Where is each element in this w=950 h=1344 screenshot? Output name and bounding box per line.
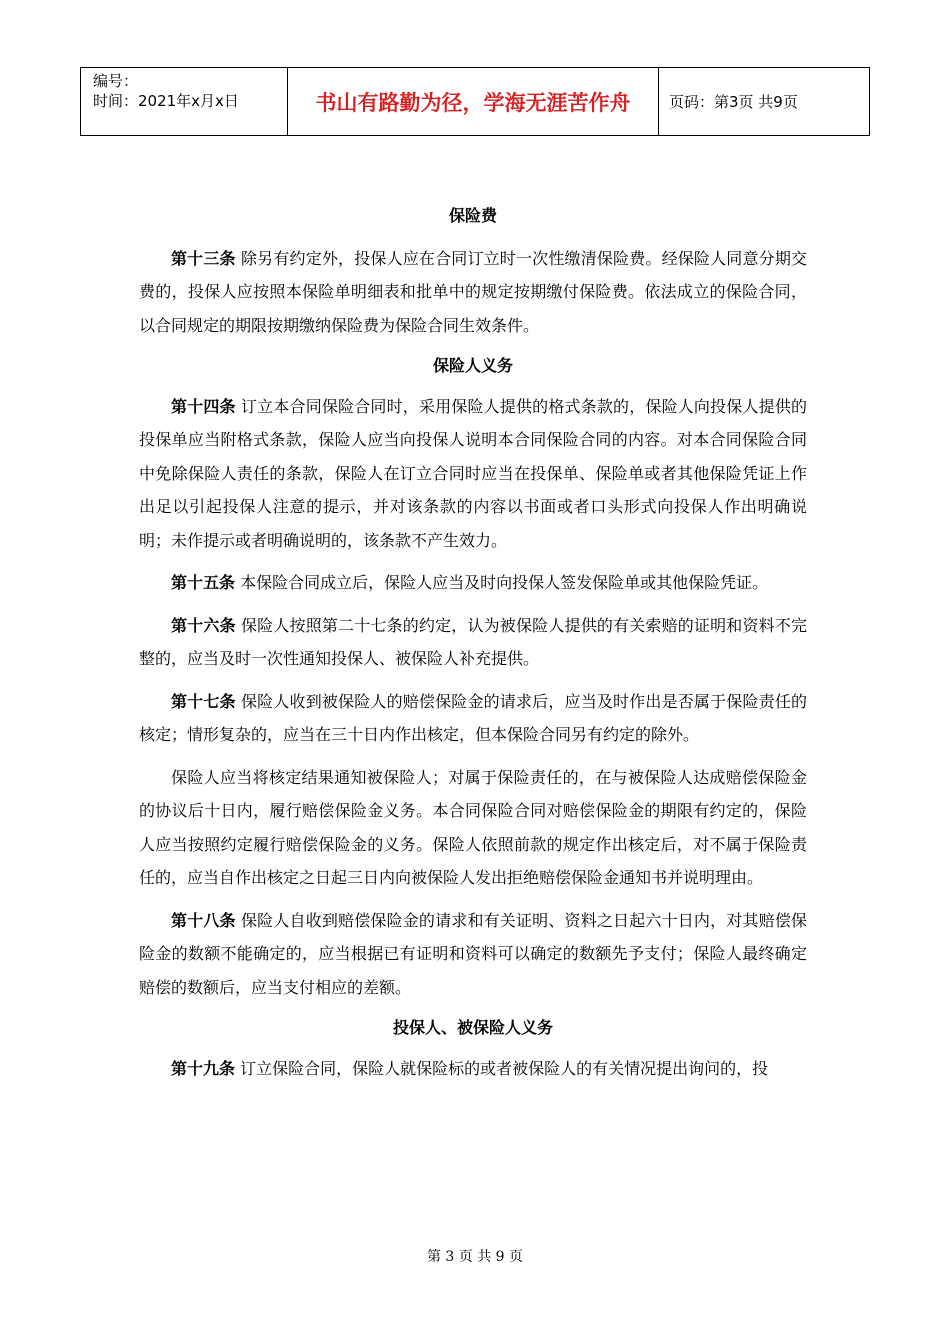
article-text: 订立本合同保险合同时，采用保险人提供的格式条款的，保险人向投保人提供的投保单应当附格式条款，保险人应当向投保人说明本合同保险合同的内容。对本合同保险合同中免除保险人责任的条款，保险人在订立合同时应当在投保单、保险单或者其他保险凭证上作出足以引起投保人注意的提示，并对该条款的内容以书面或者口头形式向投保人作出明确说明；未作提示或者明确说明的，该条款不产生效力。 (139, 396, 807, 550)
header-page-label: 页码：第3页 共9页 (659, 68, 870, 136)
section-title-policyholder-duties: 投保人、被保险人义务 (392, 1018, 553, 1037)
article-label: 第十四条 (171, 396, 236, 416)
article-16 (139, 609, 807, 676)
article-label: 第十八条 (171, 910, 236, 930)
article-text: 本保险合同成立后，保险人应当及时向投保人签发保险单或其他保险凭证。 (235, 573, 769, 592)
article-17 (139, 685, 807, 752)
article-text: 除另有约定外，投保人应在合同订立时一次性缴清保险费。经保险人同意分期交费的，投保人应按照本保险单明细表和批单中的规定按期缴付保险费。依法成立的保险合同，以合同规定的期限按期缴纳保险费为保险合同生效条件。 (139, 248, 807, 335)
article-label: 第十七条 (171, 691, 236, 711)
article-text: 保险人按照第二十七条的约定，认为被保险人提供的有关索赔的证明和资料不完整的，应当及时一次性通知投保人、被保险人补充提供。 (139, 615, 807, 668)
article-label: 第十五条 (171, 573, 236, 592)
document-header (80, 67, 870, 136)
article-text: 保险人自收到赔偿保险金的请求和有关证明、资料之日起六十日内，对其赔偿保险金的数额不能确定的，应当根据已有证明和资料可以确定的数额先予支付；保险人最终确定赔偿的数额后，应当支付相应的差额。 (139, 910, 807, 997)
page-footer: 第 3 页 共 9 页 (426, 1249, 524, 1265)
article-label: 第十六条 (171, 615, 236, 635)
section-title-insurer-duties: 保险人义务 (432, 356, 513, 375)
article-18 (139, 904, 807, 1005)
header-motto: 书山有路勤为径，学海无涯苦作舟 (288, 68, 659, 136)
article-15 (139, 566, 807, 600)
article-text: 订立保险合同，保险人就保险标的或者被保险人的有关情况提出询问的，投 (235, 1058, 769, 1078)
article-14 (139, 390, 807, 558)
article-19 (139, 1052, 807, 1086)
section-title-premium: 保险费 (448, 206, 497, 225)
article-text: 保险人收到被保险人的赔偿保险金的请求后，应当及时作出是否属于保险责任的核定；情形复杂的，应当在三十日内作出核定，但本保险合同另有约定的除外。 (139, 691, 807, 744)
document-date-label: 时间：2021年x月x日 (93, 92, 239, 110)
document-number-label: 编号： (93, 72, 139, 90)
document-body (139, 199, 807, 1085)
article-13 (139, 242, 807, 343)
article-17-paragraph-2: 保险人应当将核定结果通知被保险人；对属于保险责任的，在与被保险人达成赔偿保险金的协议后十日内，履行赔偿保险金义务。本合同保险合同对赔偿保险金的期限有约定的，保险人应当按照约定履行赔偿保险金的义务。保险人依照前款的规定作出核定后，对不属于保险责任的，应当自作出核定之日起三日内向被保险人发出拒绝赔偿保险金通知书并说明理由。 (139, 767, 807, 887)
article-label: 第十九条 (171, 1058, 236, 1078)
header-meta-cell (81, 68, 288, 136)
article-label: 第十三条 (171, 248, 236, 268)
